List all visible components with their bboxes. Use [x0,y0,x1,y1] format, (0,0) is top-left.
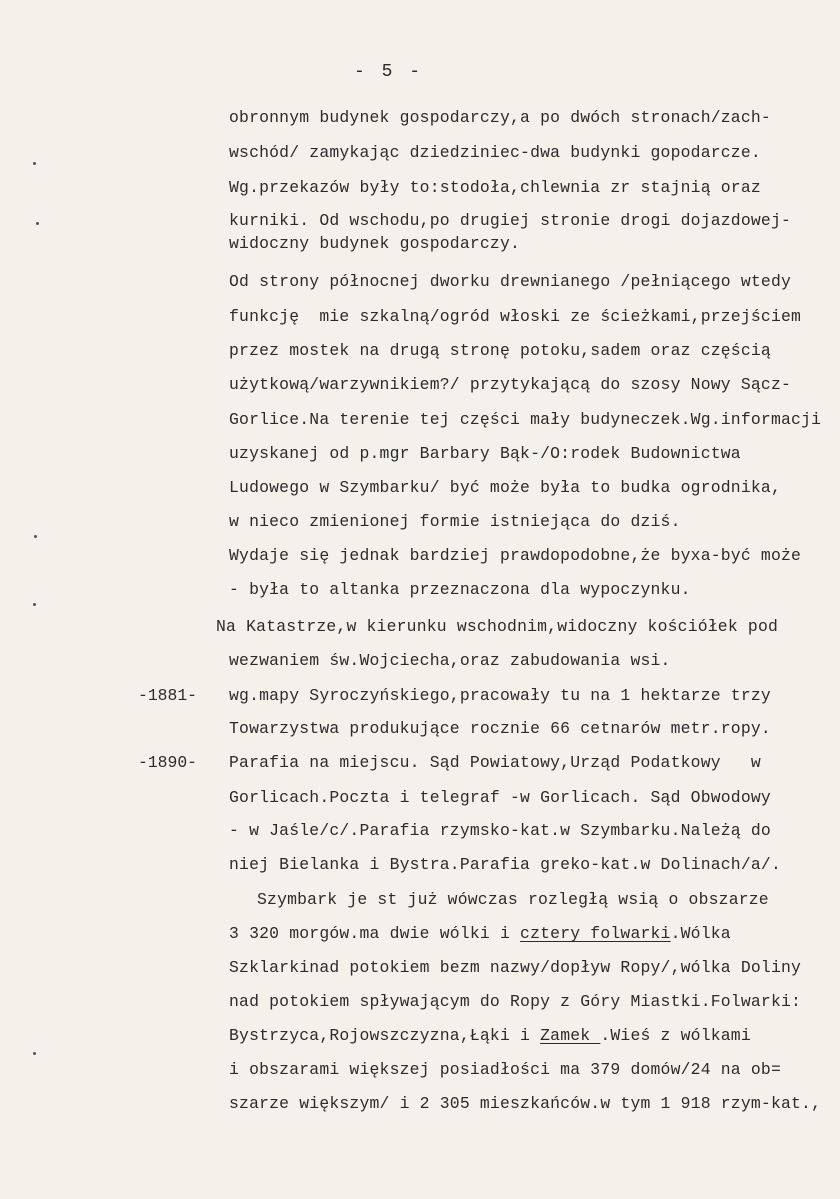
text-line: w nieco zmienionej formie istniejąca do dziś. [229,512,681,531]
text-line: Wydaje się jednak bardziej prawdopodobne,że byxa-być może [229,546,802,565]
text-line: uzyskanej od p.mgr Barbary Bąk-/O:rodek Budownictwa [229,444,741,463]
text-line: - była to altanka przeznaczona dla wypoczynku. [229,580,691,599]
punch-mark [33,603,36,606]
text-line [229,924,731,944]
text-line: przez mostek na drugą stronę potoku,sadem oraz częścią [229,341,771,360]
punch-mark [36,222,39,225]
text-line: Towarzystwa produkujące rocznie 66 cetnarów metr.ropy. [229,719,771,738]
text-line: Parafia na miejscu. Sąd Powiatowy,Urząd Podatkowy w [229,753,761,772]
underlined-text: Zamek [540,1026,601,1045]
text-line: i obszarami większej posiadłości ma 379 domów/24 na ob= [229,1060,781,1079]
text-segment: 3 320 morgów.ma dwie wólki i [229,924,521,943]
page-number: - 5 - [354,62,424,82]
punch-mark [33,162,36,165]
text-line: Wg.przekazów były to:stodoła,chlewnia zr stajnią oraz [229,178,761,197]
underlined-text: cztery folwarki [520,924,671,943]
text-line: szarze większym/ i 2 305 mieszkańców.w tym 1 918 rzym-kat., [229,1094,822,1113]
text-line: Gorlice.Na terenie tej części mały budyneczek.Wg.informacji [229,410,822,429]
text-line: wg.mapy Syroczyńskiego,pracowały tu na 1 hektarze trzy [229,686,771,705]
text-line: kurniki. Od wschodu,po drugiej stronie drogi dojazdowej- [229,211,792,230]
text-line: nad potokiem spływającym do Ropy z Góry Miastki.Folwarki: [229,992,802,1011]
text-segment: .Wólka [670,924,731,943]
punch-mark [34,535,37,538]
margin-year-label: -1890- [138,753,198,772]
text-line: obronnym budynek gospodarczy,a po dwóch stronach/zach- [229,108,771,127]
punch-mark [33,1052,36,1055]
text-line: Szymbark je st już wówczas rozległą wsią o obszarze [257,890,769,909]
text-line: niej Bielanka i Bystra.Parafia greko-kat.w Dolinach/a/. [229,855,781,874]
margin-year-label: -1881- [138,686,198,705]
text-line: funkcję mie szkalną/ogród włoski ze ścieżkami,przejściem [229,307,802,326]
text-line: Szklarkinad potokiem bezm nazwy/dopływ Ropy/,wólka Doliny [229,958,802,977]
text-line: wezwaniem św.Wojciecha,oraz zabudowania wsi. [229,651,671,670]
text-segment: .Wieś z wólkami [600,1026,751,1045]
text-line: Na Katastrze,w kierunku wschodnim,widoczny kościółek pod [216,617,779,636]
text-line: wschód/ zamykając dziedziniec-dwa budynki gopodarcze. [229,143,761,162]
text-segment: Bystrzyca,Rojowszczyzna,Łąki i [229,1026,541,1045]
text-line: widoczny budynek gospodarczy. [229,234,521,253]
text-line [229,1026,751,1046]
text-line: użytkową/warzywnikiem?/ przytykającą do szosy Nowy Sącz- [229,375,792,394]
text-line: Gorlicach.Poczta i telegraf -w Gorlicach. Sąd Obwodowy [229,788,771,807]
text-line: - w Jaśle/c/.Parafia rzymsko-kat.w Szymbarku.Należą do [229,821,771,840]
text-line: Od strony północnej dworku drewnianego /pełniącego wtedy [229,272,792,291]
text-line: Ludowego w Szymbarku/ być może była to budka ogrodnika, [229,478,781,497]
